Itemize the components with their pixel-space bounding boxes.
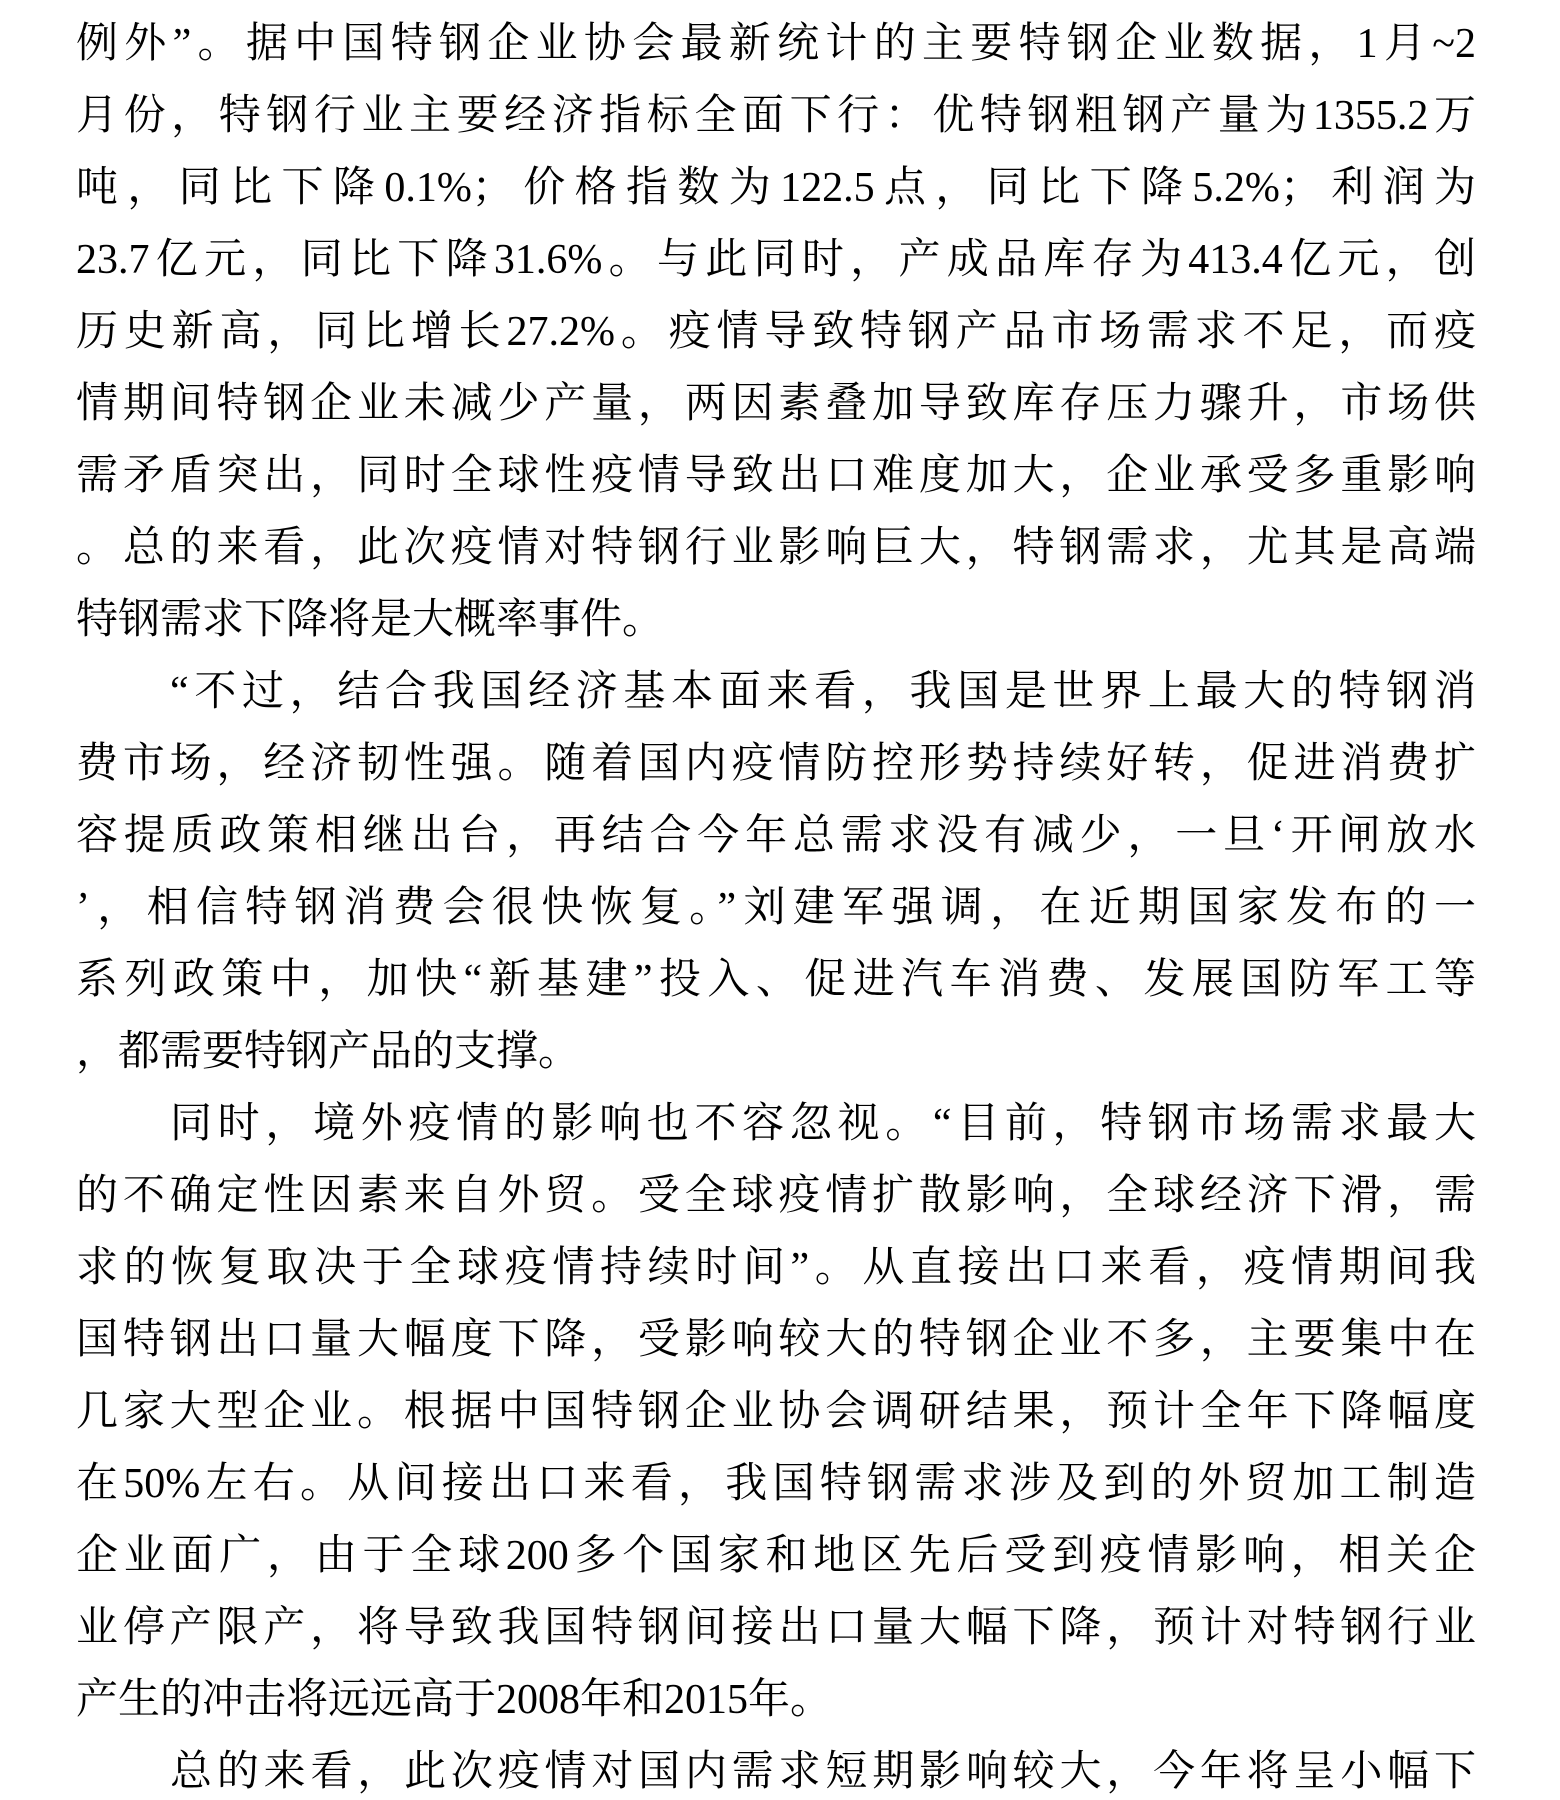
text-line: 产生的冲击将远远高于2008年和2015年。 (76, 1677, 833, 1723)
text-line: 历史新高，同比增长27.2%。疫情导致特钢产品市场需求不足，而疫 (76, 309, 1476, 355)
text-line: “不过，结合我国经济基本面来看，我国是世界上最大的特钢消 (170, 669, 1476, 715)
text-line: 。总的来看，此次疫情对特钢行业影响巨大，特钢需求，尤其是高端 (76, 525, 1476, 571)
text-line: 业停产限产，将导致我国特钢间接出口量大幅下降，预计对特钢行业 (76, 1605, 1476, 1651)
text-line: ’，相信特钢消费会很快恢复。”刘建军强调，在近期国家发布的一 (76, 885, 1476, 931)
text-line: ，都需要特钢产品的支撑。 (76, 1029, 581, 1075)
text-line: 例外”。据中国特钢企业协会最新统计的主要特钢企业数据，1月~2 (76, 21, 1476, 67)
text-line: 企业面广，由于全球200多个国家和地区先后受到疫情影响，相关企 (76, 1533, 1476, 1579)
text-line: 几家大型企业。根据中国特钢企业协会调研结果，预计全年下降幅度 (76, 1389, 1476, 1435)
text-line: 情期间特钢企业未减少产量，两因素叠加导致库存压力骤升，市场供 (76, 381, 1476, 427)
text-line: 吨，同比下降0.1%；价格指数为122.5点，同比下降5.2%；利润为 (76, 165, 1476, 211)
text-line: 的不确定性因素来自外贸。受全球疫情扩散影响，全球经济下滑，需 (76, 1173, 1476, 1219)
text-line: 国特钢出口量大幅度下降，受影响较大的特钢企业不多，主要集中在 (76, 1317, 1476, 1363)
text-line: 总的来看，此次疫情对国内需求短期影响较大，今年将呈小幅下 (170, 1749, 1476, 1795)
text-line: 在50%左右。从间接出口来看，我国特钢需求涉及到的外贸加工制造 (76, 1461, 1476, 1507)
text-line: 求的恢复取决于全球疫情持续时间”。从直接出口来看，疫情期间我 (76, 1245, 1476, 1291)
text-line: 需矛盾突出，同时全球性疫情导致出口难度加大，企业承受多重影响 (76, 453, 1476, 499)
text-line: 月份，特钢行业主要经济指标全面下行：优特钢粗钢产量为1355.2万 (76, 93, 1476, 139)
text-line: 同时，境外疫情的影响也不容忽视。“目前，特钢市场需求最大 (170, 1101, 1476, 1147)
article-body (76, 8, 1476, 1800)
text-line: 特钢需求下降将是大概率事件。 (76, 597, 665, 643)
text-line: 容提质政策相继出台，再结合今年总需求没有减少，一旦‘开闸放水 (76, 813, 1476, 859)
text-line: 费市场，经济韧性强。随着国内疫情防控形势持续好转，促进消费扩 (76, 741, 1476, 787)
text-line: 系列政策中，加快“新基建”投入、促进汽车消费、发展国防军工等 (76, 957, 1476, 1003)
text-line: 23.7亿元，同比下降31.6%。与此同时，产成品库存为413.4亿元，创 (76, 237, 1476, 283)
